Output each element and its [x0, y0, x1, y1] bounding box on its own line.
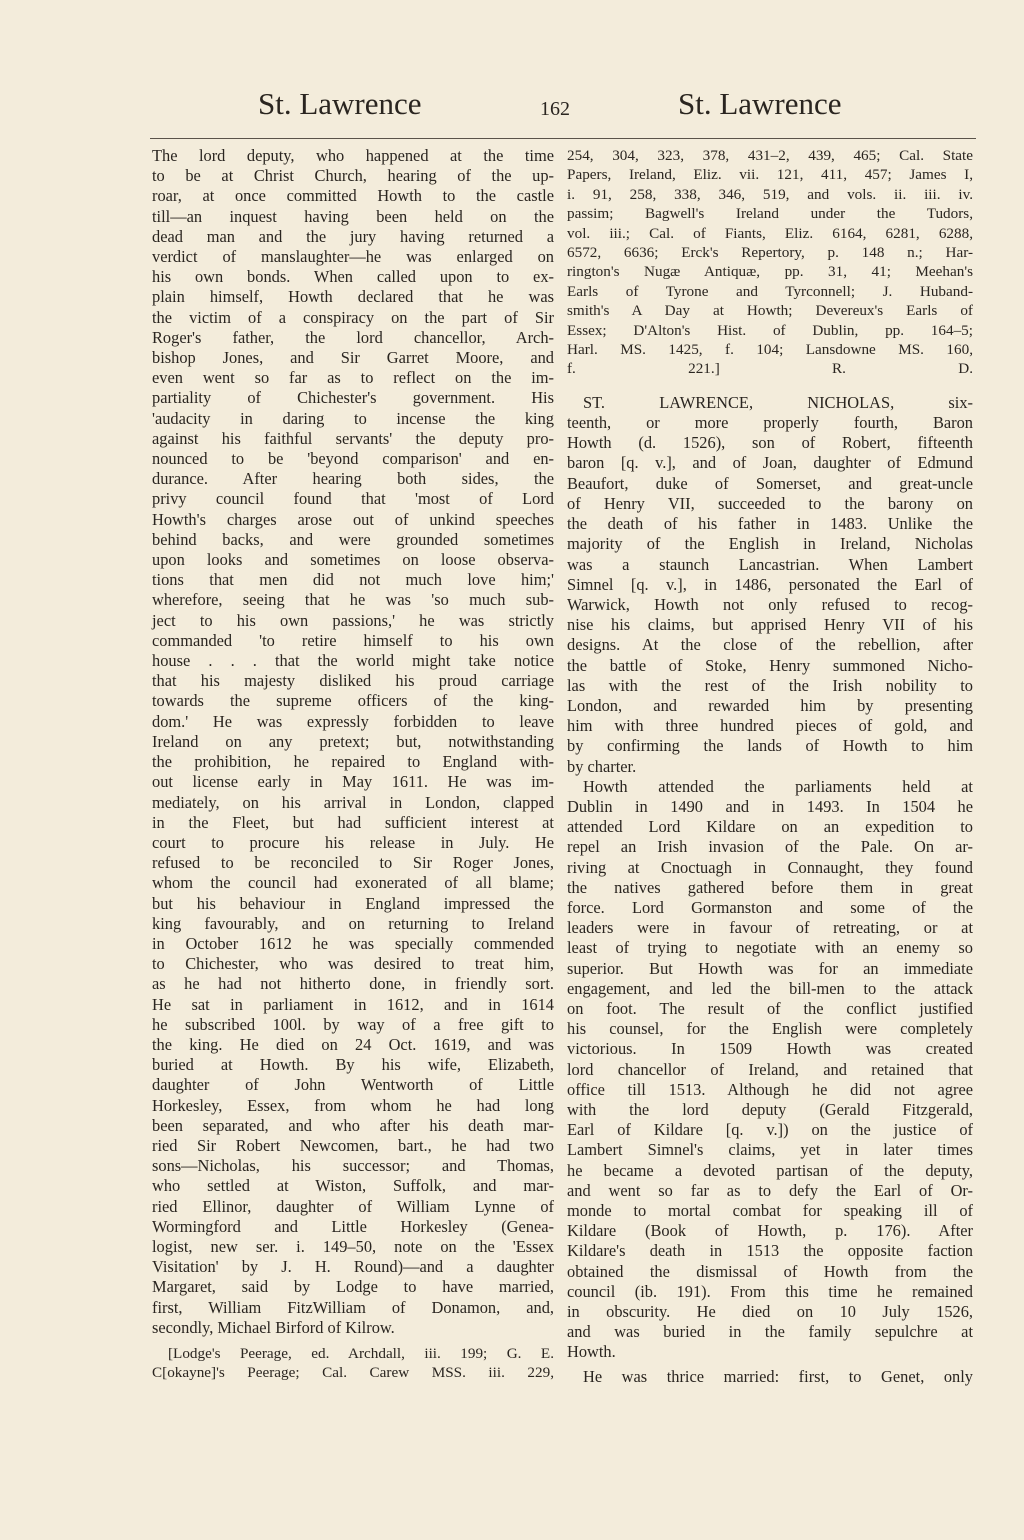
right-paragraph-2	[567, 777, 973, 1363]
text-line: victorious. In 1509 Howth was created	[567, 1039, 973, 1059]
text-line: dom.' He was expressly forbidden to leave	[152, 711, 554, 731]
text-line: Howth (d. 1526), son of Robert, fifteenth	[567, 433, 973, 453]
text-line: on foot. The result of the conflict justified	[567, 998, 973, 1018]
text-line: who settled at Wiston, Suffolk, and mar-	[152, 1176, 554, 1196]
text-line: superior. But Howth was for an immediate	[567, 958, 973, 978]
text-line: passim; Bagwell's Ireland under the Tudors,	[567, 205, 973, 223]
text-line: Warwick, Howth not only refused to recog-	[567, 594, 973, 614]
text-line: daughter of John Wentworth of Little	[152, 1075, 554, 1095]
text-line: tions that men did not much love him;'	[152, 570, 554, 590]
text-line: dead man and the jury having returned a	[152, 226, 554, 246]
text-line: out license early in May 1611. He was im-	[152, 772, 554, 792]
text-line: las with the rest of the Irish nobility to	[567, 675, 973, 695]
text-line: but his behaviour in England impressed the	[152, 893, 554, 913]
text-line: secondly, Michael Birford of Kilrow.	[152, 1317, 395, 1337]
text-line: house . . . that the world might take notice	[152, 651, 554, 671]
text-line: whom the council had exonerated of all blame;	[152, 873, 554, 893]
text-line: Visitation' by J. H. Round)—and a daughter	[152, 1257, 554, 1277]
text-line: bishop Jones, and Sir Garret Moore, and	[152, 348, 554, 368]
text-line: Papers, Ireland, Eliz. vii. 121, 411, 457; James I,	[567, 166, 973, 184]
text-line: nise his claims, but apprised Henry VII of his	[567, 615, 973, 635]
text-line: roar, at once committed Howth to the castle	[152, 186, 554, 206]
text-line: Howth.	[567, 1342, 616, 1362]
right-paragraph-3	[567, 1367, 973, 1387]
text-line: force. Lord Gormanston and some of the	[567, 897, 973, 917]
text-line: his own bonds. When called upon to ex-	[152, 267, 554, 287]
text-line: The lord deputy, who happened at the time	[152, 146, 554, 165]
text-line: the natives gathered before them in great	[567, 877, 973, 897]
text-line: Earls of Tyrone and Tyrconnell; J. Huband-	[567, 282, 973, 300]
text-line: monde to mortal combat for speaking ill of	[567, 1201, 973, 1220]
text-line: C[okayne]'s Peerage; Cal. Carew MSS. iii. 229,	[152, 1364, 554, 1382]
text-line: London, and rewarded him by presenting	[567, 695, 973, 715]
text-line: with the lord deputy (Gerald Fitzgerald,	[567, 1099, 973, 1119]
text-line: 6572, 6636; Erck's Repertory, p. 148 n.; Har-	[567, 244, 973, 262]
text-line: engagement, and led the bill-men to the attack	[567, 978, 973, 998]
text-line: vol. iii.; Cal. of Fiants, Eliz. 6164, 6281, 6288,	[567, 224, 973, 242]
text-line: till—an inquest having been held on the	[152, 206, 554, 226]
text-line: attended Lord Kildare on an expedition to	[567, 817, 973, 837]
page-number: 162	[540, 98, 570, 120]
running-head-left: St. Lawrence	[258, 86, 422, 121]
entry-st-lawrence-nicholas	[567, 393, 973, 777]
text-line: behind backs, and were grounded sometimes	[152, 529, 554, 549]
text-line: ST. LAWRENCE, NICHOLAS, six-	[583, 392, 973, 412]
text-line: court to procure his release in July. He	[152, 832, 554, 852]
text-line: to be at Christ Church, hearing of the up-	[152, 166, 554, 186]
text-line: mediately, on his arrival in London, clapped	[152, 792, 554, 812]
text-line: refused to be reconciled to Sir Roger Jones,	[152, 853, 554, 873]
text-line: he became a devoted partisan of the deputy,	[567, 1160, 973, 1180]
text-line: Howth attended the parliaments held at	[583, 776, 973, 796]
text-line: the battle of Stoke, Henry summoned Nicho-	[567, 655, 973, 675]
text-line: ried Ellinor, daughter of William Lynne of	[152, 1196, 554, 1216]
text-line: the king. He died on 24 Oct. 1619, and was	[152, 1034, 554, 1054]
text-line: ried Sir Robert Newcomen, bart., he had two	[152, 1135, 554, 1155]
text-line: repel an Irish invasion of the Pale. On ar-	[567, 837, 973, 857]
text-line: in obscurity. He died on 10 July 1526,	[567, 1302, 973, 1322]
text-line: Simnel [q. v.], in 1486, personated the Earl of	[567, 574, 973, 594]
text-line: been separated, and who after his death mar-	[152, 1115, 554, 1135]
text-line: Horkesley, Essex, from whom he had long	[152, 1095, 554, 1115]
text-line: Ireland on any pretext; but, notwithstanding	[152, 731, 554, 751]
text-line: his counsel, for the English were completely	[567, 1019, 973, 1039]
text-line: even went so far as to reflect on the im-	[152, 368, 554, 388]
text-line: Lambert Simnel's claims, yet in later times	[567, 1140, 973, 1160]
text-line: council (ib. 191). From this time he remained	[567, 1281, 973, 1301]
text-line: [Lodge's Peerage, ed. Archdall, iii. 199; G. E.	[168, 1344, 554, 1362]
text-line: in October 1612 he was specially commended	[152, 933, 554, 953]
text-line: of Henry VII, succeeded to the barony on	[567, 493, 973, 513]
sources-last-line: f. 221.]	[567, 360, 720, 378]
text-line: office till 1513. Although he did not agree	[567, 1079, 973, 1099]
text-line: commanded 'to retire himself to his own	[152, 630, 554, 650]
text-line: Harl. MS. 1425, f. 104; Lansdowne MS. 160,	[567, 341, 973, 359]
text-line: Howth's charges arose out of unkind speeches	[152, 509, 554, 529]
text-line: by charter.	[567, 756, 637, 776]
text-line: king favourably, and on returning to Ireland	[152, 913, 554, 933]
text-line: Beaufort, duke of Somerset, and great-uncle	[567, 473, 973, 493]
text-line: Roger's father, the lord chancellor, Arch-	[152, 327, 554, 347]
text-line: him with three hundred pieces of gold, and	[567, 716, 973, 736]
text-line: baron [q. v.], and of Joan, daughter of Edmund	[567, 453, 973, 473]
text-line: 254, 304, 323, 378, 431–2, 439, 465; Cal. State	[567, 147, 973, 164]
text-line: against his faithful servants' the deputy pro-	[152, 428, 554, 448]
text-line: obtained the dismissal of Howth from the	[567, 1261, 973, 1281]
text-line: durance. After hearing both sides, the	[152, 469, 554, 489]
text-line: leaders were in favour of retreating, or at	[567, 918, 973, 938]
text-line: to Chichester, who was desired to treat him,	[152, 954, 554, 974]
text-line: first, William FitzWilliam of Donamon, and,	[152, 1297, 554, 1317]
header-rule	[150, 138, 976, 139]
right-column	[567, 146, 973, 1387]
text-line: Margaret, said by Lodge to have married,	[152, 1277, 554, 1297]
text-line: that his majesty disliked his proud carriage	[152, 671, 554, 691]
text-line: riving at Cnoctuagh in Connaught, they found	[567, 857, 973, 877]
text-line: logist, new ser. i. 149–50, note on the 'Essex	[152, 1236, 554, 1256]
running-head-right: St. Lawrence	[678, 86, 842, 121]
text-line: nounced to be 'beyond comparison' and en-	[152, 449, 554, 469]
text-line: towards the supreme officers of the king-	[152, 691, 554, 711]
text-line: ject to his own passions,' he was strictly	[152, 610, 554, 630]
text-line: i. 91, 258, 338, 346, 519, and vols. ii. iii. iv.	[567, 185, 973, 203]
text-line: He was thrice married: first, to Genet, only	[583, 1366, 973, 1386]
text-line: Wormingford and Little Horkesley (Genea-	[152, 1216, 554, 1236]
text-line: teenth, or more properly fourth, Baron	[567, 413, 973, 433]
text-line: Kildare's death in 1513 the opposite faction	[567, 1241, 973, 1261]
text-line: privy council found that 'most of Lord	[152, 489, 554, 509]
text-line: lord chancellor of Ireland, and retained that	[567, 1059, 973, 1079]
left-paragraph-1	[152, 146, 554, 1338]
text-line: Earl of Kildare [q. v.]) on the justice of	[567, 1120, 973, 1140]
right-sources	[567, 146, 973, 359]
text-line: plain himself, Howth declared that he was	[152, 287, 554, 307]
text-line: Kildare (Book of Howth, p. 176). After	[567, 1221, 973, 1241]
text-line: as he had not hitherto done, in friendly sort.	[152, 974, 554, 994]
text-line: the victim of a conspiracy on the part of Sir	[152, 307, 554, 327]
text-line: and was buried in the family sepulchre at	[567, 1322, 973, 1342]
text-line: Essex; D'Alton's Hist. of Dublin, pp. 164–5;	[567, 321, 973, 339]
text-line: 'audacity in daring to incense the king	[152, 408, 554, 428]
text-line: he subscribed 100l. by way of a free gift to	[152, 1014, 554, 1034]
text-line: Dublin in 1490 and in 1493. In 1504 he	[567, 796, 973, 816]
text-line: smith's A Day at Howth; Devereux's Earls of	[567, 302, 973, 320]
text-line: was a staunch Lancastrian. When Lambert	[567, 554, 973, 574]
text-line: majority of the English in Ireland, Nicholas	[567, 534, 973, 554]
text-line: the death of his father in 1483. Unlike the	[567, 514, 973, 534]
left-column	[152, 146, 554, 1383]
text-line: verdict of manslaughter—he was enlarged on	[152, 247, 554, 267]
text-line: the prohibition, he repaired to England with-	[152, 752, 554, 772]
text-line: and went so far as to defy the Earl of Or-	[567, 1180, 973, 1200]
text-line: least of trying to negotiate with an enemy so	[567, 938, 973, 958]
text-line: upon looks and sometimes on loose observa-	[152, 550, 554, 570]
text-line: partiality of Chichester's government. His	[152, 388, 554, 408]
text-line: in the Fleet, but had sufficient interest at	[152, 812, 554, 832]
text-line: wherefore, seeing that he was 'so much sub-	[152, 590, 554, 610]
text-line: by confirming the lands of Howth to him	[567, 736, 973, 756]
text-line: sons—Nicholas, his successor; and Thomas,	[152, 1156, 554, 1176]
text-line: rington's Nugæ Antiquæ, pp. 31, 41; Meehan's	[567, 263, 973, 281]
left-sources	[152, 1344, 554, 1383]
sources-signature-line	[567, 359, 973, 378]
text-line: He sat in parliament in 1612, and in 1614	[152, 994, 554, 1014]
text-line: designs. At the close of the rebellion, after	[567, 635, 973, 655]
text-line: buried at Howth. By his wife, Elizabeth,	[152, 1055, 554, 1075]
author-signature: R. D.	[832, 360, 973, 378]
